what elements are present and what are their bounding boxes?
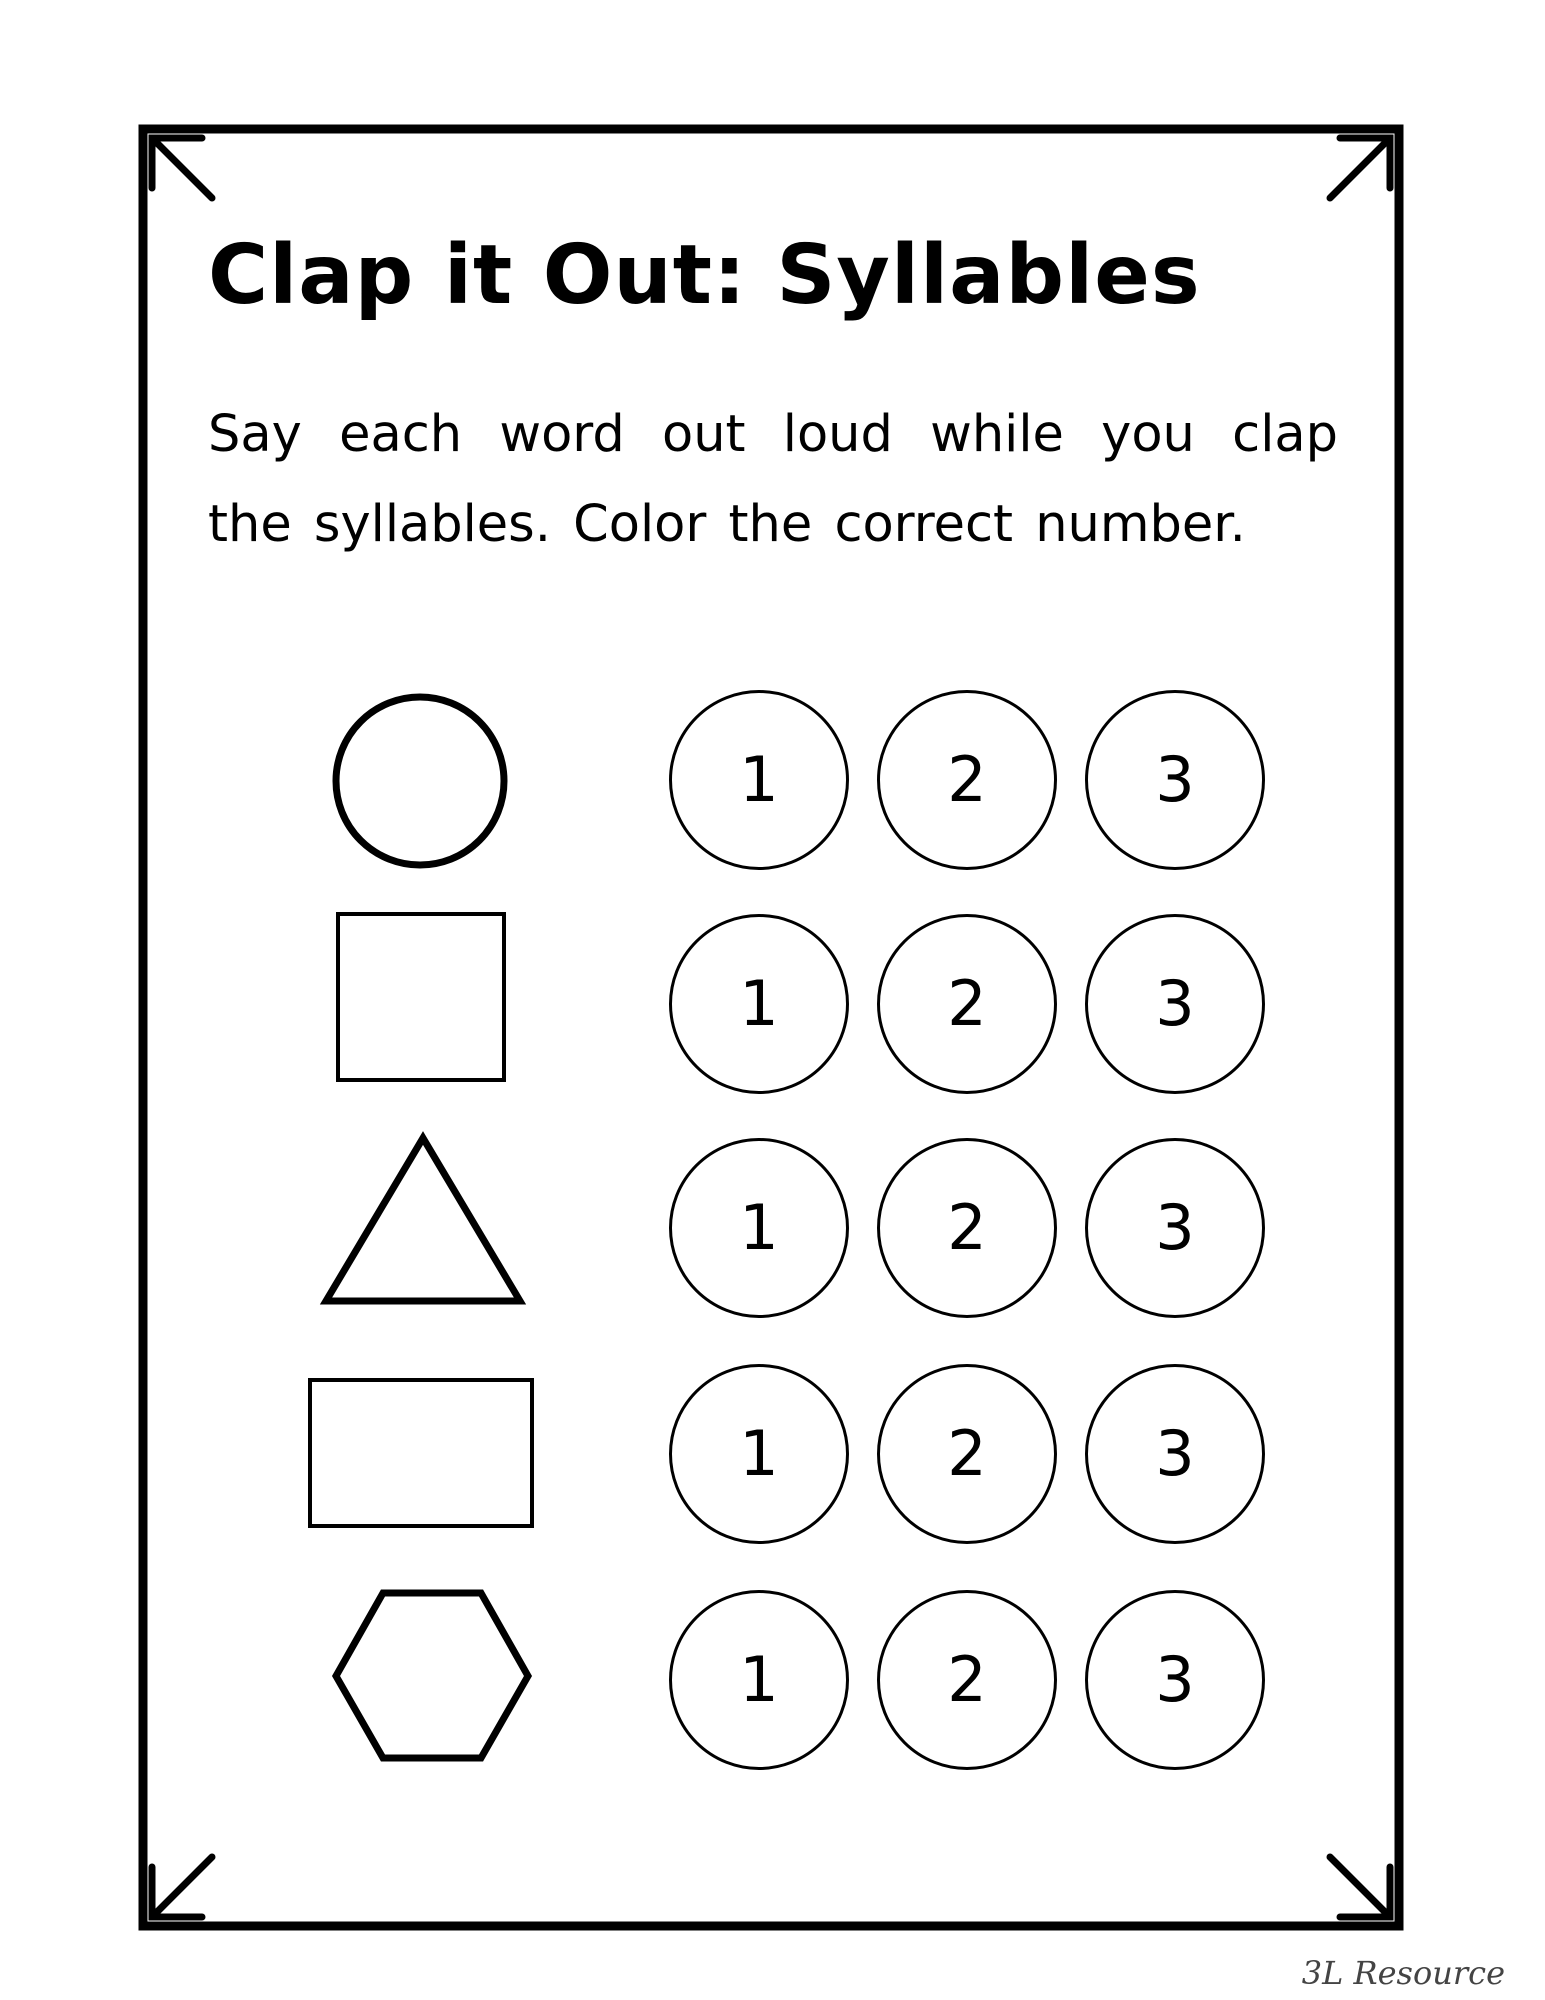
answer-bubble-3[interactable]: 3 (1085, 1590, 1265, 1770)
answer-bubble-1[interactable]: 1 (669, 914, 849, 1094)
shape-picture (290, 1136, 550, 1326)
answer-bubble-2[interactable]: 2 (877, 1590, 1057, 1770)
rectangle-icon (290, 1362, 550, 1552)
answer-bubble-2[interactable]: 2 (877, 690, 1057, 870)
shape-picture (290, 1588, 550, 1778)
answer-bubble-2[interactable]: 2 (877, 1364, 1057, 1544)
answer-bubble-2[interactable]: 2 (877, 914, 1057, 1094)
circle-icon (290, 688, 550, 878)
worksheet-title: Clap it Out: Syllables (208, 228, 1201, 323)
worksheet-instructions: Say each word out loud while you clap the syllables. Color the correct number. (208, 405, 1338, 554)
answer-bubble-2[interactable]: 2 (877, 1138, 1057, 1318)
syllable-row (0, 1362, 1545, 1552)
syllable-row (0, 1588, 1545, 1778)
syllable-row (0, 912, 1545, 1102)
corner-arrow-top-left-icon (152, 138, 212, 198)
square-icon (290, 912, 550, 1102)
shape-picture (290, 912, 550, 1102)
shape-picture (290, 1362, 550, 1552)
answer-bubble-1[interactable]: 1 (669, 690, 849, 870)
answer-bubble-1[interactable]: 1 (669, 1138, 849, 1318)
answer-bubble-3[interactable]: 3 (1085, 914, 1265, 1094)
shape-picture (290, 688, 550, 878)
answer-bubble-3[interactable]: 3 (1085, 1138, 1265, 1318)
corner-arrow-bottom-right-icon (1330, 1857, 1390, 1917)
corner-arrow-top-right-icon (1330, 138, 1390, 198)
answer-bubble-1[interactable]: 1 (669, 1590, 849, 1770)
publisher-watermark: 3L Resource (1301, 1954, 1505, 1992)
triangle-icon (290, 1136, 550, 1326)
answer-bubble-3[interactable]: 3 (1085, 690, 1265, 870)
answer-bubble-3[interactable]: 3 (1085, 1364, 1265, 1544)
syllable-row (0, 688, 1545, 878)
hexagon-icon (290, 1588, 550, 1778)
corner-arrow-bottom-left-icon (152, 1857, 212, 1917)
answer-bubble-1[interactable]: 1 (669, 1364, 849, 1544)
syllable-row (0, 1136, 1545, 1326)
